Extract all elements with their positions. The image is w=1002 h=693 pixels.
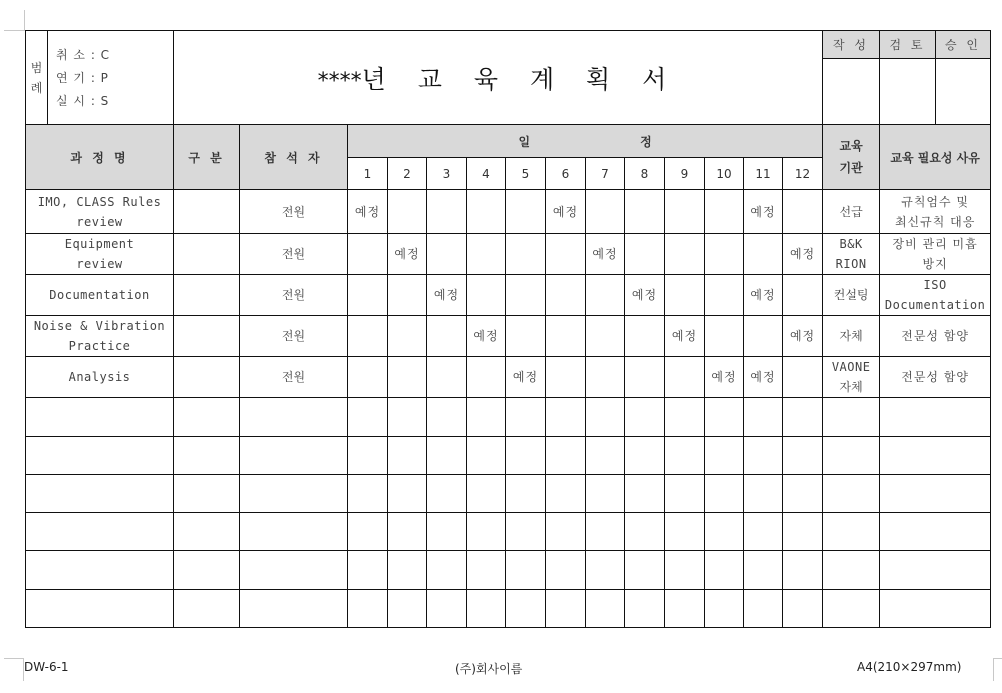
empty-cell[interactable] [348, 513, 388, 551]
header-category: 구 분 [174, 125, 240, 190]
empty-cell[interactable] [467, 475, 506, 513]
empty-cell[interactable] [823, 437, 880, 475]
cell-category[interactable] [174, 357, 240, 398]
empty-cell[interactable] [388, 398, 427, 437]
course-name-course-line2: Practice [68, 339, 131, 353]
empty-cell[interactable] [348, 475, 388, 513]
institution-institution-line1: B&K [839, 237, 863, 251]
page-corner-mark-bottom-right [993, 658, 1002, 681]
empty-cell[interactable] [506, 590, 546, 628]
cell-institution[interactable] [823, 234, 880, 275]
legend-item-cancel: 취 소 : C [56, 47, 111, 62]
header-month-10: 10 [705, 158, 744, 190]
cell-month-3[interactable]: 예정 [427, 275, 467, 316]
cell-month-12[interactable] [783, 357, 823, 398]
cell-reason[interactable] [880, 357, 991, 398]
empty-cell[interactable] [506, 551, 546, 590]
empty-cell[interactable] [665, 398, 705, 437]
empty-cell[interactable] [506, 475, 546, 513]
cell-month-8[interactable] [625, 190, 665, 234]
header-reason: 교육 필요성 사유 [880, 125, 991, 190]
empty-cell[interactable] [705, 475, 744, 513]
header-month-3: 3 [427, 158, 467, 190]
table-row [26, 190, 991, 234]
cell-month-4[interactable] [467, 357, 506, 398]
cell-month-9[interactable]: 예정 [665, 316, 705, 357]
empty-cell[interactable] [665, 437, 705, 475]
empty-cell[interactable] [427, 590, 467, 628]
cell-month-7[interactable] [586, 190, 625, 234]
institution-institution-line1: VAONE [831, 360, 871, 374]
table-row [26, 357, 991, 398]
header-institution [823, 125, 880, 190]
cell-month-2[interactable] [388, 316, 427, 357]
cell-attendees[interactable]: 전원 [240, 275, 348, 316]
header-schedule-right: 정 [640, 134, 652, 149]
empty-cell[interactable] [240, 475, 348, 513]
empty-cell[interactable] [467, 513, 506, 551]
title-year-placeholder: **** [317, 69, 362, 94]
cell-month-11[interactable]: 예정 [744, 275, 783, 316]
empty-cell[interactable] [880, 475, 991, 513]
cell-course-name[interactable] [26, 234, 174, 275]
empty-cell[interactable] [823, 551, 880, 590]
empty-cell[interactable] [586, 551, 625, 590]
cell-month-7[interactable]: 예정 [586, 234, 625, 275]
institution-institution-line1: 컨설팅 [833, 288, 869, 302]
cell-institution[interactable] [823, 316, 880, 357]
footer-company-name: (주)회사이름 [455, 662, 523, 676]
empty-cell[interactable] [783, 475, 823, 513]
header-month-8: 8 [625, 158, 665, 190]
empty-cell[interactable] [880, 513, 991, 551]
empty-cell[interactable] [174, 513, 240, 551]
empty-cell[interactable] [665, 551, 705, 590]
table-row [26, 275, 991, 316]
header-month-9: 9 [665, 158, 705, 190]
empty-cell[interactable] [586, 475, 625, 513]
empty-cell[interactable] [586, 513, 625, 551]
cell-reason[interactable] [880, 275, 991, 316]
header-course-name: 과 정 명 [26, 125, 174, 190]
course-name-course-line2: review [76, 257, 123, 271]
header-month-1: 1 [348, 158, 388, 190]
header-schedule-left: 일 [518, 134, 531, 149]
approval-sign-author[interactable] [823, 59, 880, 126]
empty-cell[interactable] [174, 475, 240, 513]
empty-cell[interactable] [705, 513, 744, 551]
legend-item-postpone: 연 기 : P [56, 70, 109, 85]
course-name-course-line2: review [76, 214, 123, 229]
empty-cell[interactable] [348, 437, 388, 475]
empty-cell[interactable] [783, 398, 823, 437]
cell-month-11[interactable]: 예정 [744, 190, 783, 234]
empty-cell[interactable] [240, 590, 348, 628]
page-corner-mark-top-left [4, 10, 25, 31]
course-name-course-line1: Analysis [68, 370, 131, 384]
cell-month-9[interactable] [665, 275, 705, 316]
cell-month-12[interactable] [783, 275, 823, 316]
empty-cell[interactable] [26, 437, 174, 475]
cell-month-1[interactable]: 예정 [348, 190, 388, 234]
cell-month-1[interactable] [348, 316, 388, 357]
cell-month-6[interactable] [546, 275, 586, 316]
cell-month-9[interactable] [665, 234, 705, 275]
empty-cell[interactable] [880, 398, 991, 437]
cell-month-4[interactable] [467, 275, 506, 316]
empty-cell[interactable] [665, 513, 705, 551]
cell-month-8[interactable] [625, 234, 665, 275]
header-month-12: 12 [783, 158, 823, 190]
table-row-empty [26, 398, 991, 437]
header-month-2: 2 [388, 158, 427, 190]
empty-cell[interactable] [880, 590, 991, 628]
cell-month-1[interactable] [348, 357, 388, 398]
empty-cell[interactable] [546, 437, 586, 475]
empty-cell[interactable] [665, 475, 705, 513]
empty-cell[interactable] [26, 475, 174, 513]
cell-month-12[interactable]: 예정 [783, 234, 823, 275]
cell-month-11[interactable] [744, 234, 783, 275]
institution-institution-line2: RION [835, 257, 867, 271]
cell-attendees[interactable]: 전원 [240, 190, 348, 234]
empty-cell[interactable] [427, 551, 467, 590]
reason-reason-line2: Documentation [884, 298, 986, 312]
empty-cell[interactable] [26, 551, 174, 590]
cell-month-11[interactable] [744, 316, 783, 357]
cell-month-6[interactable]: 예정 [546, 190, 586, 234]
empty-cell[interactable] [823, 513, 880, 551]
cell-month-6[interactable] [546, 357, 586, 398]
cell-reason[interactable] [880, 190, 991, 234]
empty-cell[interactable] [705, 590, 744, 628]
cell-course-name[interactable] [26, 316, 174, 357]
cell-month-9[interactable] [665, 357, 705, 398]
cell-month-5[interactable] [506, 275, 546, 316]
empty-cell[interactable] [625, 551, 665, 590]
table-row-empty [26, 513, 991, 551]
cell-month-4[interactable]: 예정 [467, 316, 506, 357]
approval-label-review: 검 토 [880, 31, 936, 59]
empty-cell[interactable] [240, 513, 348, 551]
cell-course-name[interactable] [26, 275, 174, 316]
approval-sign-approve[interactable] [936, 59, 991, 126]
cell-month-11[interactable]: 예정 [744, 357, 783, 398]
legend-item-conducted: 실 시 : S [56, 93, 110, 108]
cell-month-10[interactable] [705, 316, 744, 357]
cell-month-5[interactable] [506, 190, 546, 234]
course-name-course-line1: Equipment [64, 237, 135, 251]
empty-cell[interactable] [625, 398, 665, 437]
cell-month-12[interactable] [783, 190, 823, 234]
cell-month-7[interactable] [586, 316, 625, 357]
reason-reason-line1: 전문성 함양 [901, 370, 970, 384]
empty-cell[interactable] [348, 590, 388, 628]
reason-reason-line1: 규칙엄수 및 [901, 194, 970, 209]
cell-month-3[interactable] [427, 190, 467, 234]
cell-category[interactable] [174, 275, 240, 316]
cell-month-1[interactable] [348, 234, 388, 275]
header-attendees: 참 석 자 [240, 125, 348, 190]
empty-cell[interactable] [388, 551, 427, 590]
empty-cell[interactable] [348, 398, 388, 437]
empty-cell[interactable] [744, 551, 783, 590]
cell-month-8[interactable] [625, 316, 665, 357]
empty-cell[interactable] [240, 551, 348, 590]
empty-cell[interactable] [348, 551, 388, 590]
empty-cell[interactable] [625, 513, 665, 551]
empty-cell[interactable] [174, 437, 240, 475]
empty-cell[interactable] [546, 398, 586, 437]
page-title [174, 31, 823, 126]
empty-cell[interactable] [427, 437, 467, 475]
schedule-body [26, 190, 991, 628]
empty-cell[interactable] [506, 437, 546, 475]
empty-cell[interactable] [665, 590, 705, 628]
empty-cell[interactable] [744, 437, 783, 475]
course-name-course-line1: Documentation [49, 288, 150, 302]
table-row [26, 316, 991, 357]
cell-month-3[interactable] [427, 316, 467, 357]
header-month-6: 6 [546, 158, 586, 190]
empty-cell[interactable] [388, 475, 427, 513]
cell-month-6[interactable] [546, 234, 586, 275]
table-row-empty [26, 437, 991, 475]
cell-month-4[interactable] [467, 190, 506, 234]
cell-month-5[interactable]: 예정 [506, 357, 546, 398]
cell-reason[interactable] [880, 316, 991, 357]
empty-cell[interactable] [427, 513, 467, 551]
cell-month-5[interactable] [506, 234, 546, 275]
empty-cell[interactable] [586, 437, 625, 475]
cell-month-4[interactable] [467, 234, 506, 275]
cell-month-5[interactable] [506, 316, 546, 357]
empty-cell[interactable] [467, 437, 506, 475]
cell-month-2[interactable] [388, 190, 427, 234]
empty-cell[interactable] [880, 437, 991, 475]
empty-cell[interactable] [388, 590, 427, 628]
empty-cell[interactable] [705, 437, 744, 475]
empty-cell[interactable] [467, 551, 506, 590]
empty-cell[interactable] [783, 437, 823, 475]
approval-sign-review[interactable] [880, 59, 936, 126]
cell-course-name[interactable] [26, 357, 174, 398]
cell-month-9[interactable] [665, 190, 705, 234]
empty-cell[interactable] [783, 513, 823, 551]
cell-attendees[interactable]: 전원 [240, 316, 348, 357]
empty-cell[interactable] [427, 398, 467, 437]
empty-cell[interactable] [783, 551, 823, 590]
empty-cell[interactable] [546, 513, 586, 551]
title-text: 년 교 육 계 획 서 [361, 65, 679, 94]
empty-cell[interactable] [388, 437, 427, 475]
empty-cell[interactable] [240, 437, 348, 475]
empty-cell[interactable] [625, 475, 665, 513]
cell-month-2[interactable]: 예정 [388, 234, 427, 275]
cell-institution[interactable] [823, 357, 880, 398]
training-plan-form [25, 30, 990, 626]
empty-cell[interactable] [705, 398, 744, 437]
cell-month-7[interactable] [586, 357, 625, 398]
empty-cell[interactable] [506, 398, 546, 437]
approval-label-author: 작 성 [823, 31, 880, 59]
cell-month-12[interactable]: 예정 [783, 316, 823, 357]
cell-attendees[interactable]: 전원 [240, 357, 348, 398]
cell-month-7[interactable] [586, 275, 625, 316]
cell-month-10[interactable] [705, 234, 744, 275]
cell-month-2[interactable] [388, 275, 427, 316]
empty-cell[interactable] [174, 398, 240, 437]
course-name-course-line1: Noise & Vibration [33, 319, 166, 333]
empty-cell[interactable] [744, 590, 783, 628]
header-month-4: 4 [467, 158, 506, 190]
empty-cell[interactable] [783, 590, 823, 628]
empty-cell[interactable] [625, 590, 665, 628]
empty-cell[interactable] [388, 513, 427, 551]
reason-reason-line2: 최신규칙 대응 [894, 214, 976, 229]
course-name-course-line1: IMO, CLASS Rules [37, 194, 162, 209]
header-month-11: 11 [744, 158, 783, 190]
institution-institution-line1: 자체 [839, 329, 863, 343]
cell-attendees[interactable]: 전원 [240, 234, 348, 275]
legend-label-text: 범 례 [30, 61, 43, 95]
header-institution-line1: 교육 [839, 139, 863, 153]
cell-course-name[interactable] [26, 190, 174, 234]
empty-cell[interactable] [546, 551, 586, 590]
empty-cell[interactable] [546, 590, 586, 628]
empty-cell[interactable] [744, 475, 783, 513]
empty-cell[interactable] [625, 437, 665, 475]
empty-cell[interactable] [26, 513, 174, 551]
reason-reason-line1: 장비 관리 미흡 [892, 237, 978, 251]
cell-month-10[interactable]: 예정 [705, 357, 744, 398]
cell-reason[interactable] [880, 234, 991, 275]
empty-cell[interactable] [26, 590, 174, 628]
cell-category[interactable] [174, 190, 240, 234]
cell-category[interactable] [174, 234, 240, 275]
page-corner-mark-bottom-left [4, 658, 24, 681]
table-row-empty [26, 551, 991, 590]
empty-cell[interactable] [744, 513, 783, 551]
empty-cell[interactable] [744, 398, 783, 437]
empty-cell[interactable] [427, 475, 467, 513]
cell-institution[interactable] [823, 275, 880, 316]
cell-month-8[interactable] [625, 357, 665, 398]
empty-cell[interactable] [467, 398, 506, 437]
cell-month-10[interactable] [705, 190, 744, 234]
cell-month-3[interactable] [427, 357, 467, 398]
empty-cell[interactable] [506, 513, 546, 551]
institution-institution-line2: 자체 [839, 380, 863, 394]
header-schedule [348, 125, 823, 158]
empty-cell[interactable] [823, 475, 880, 513]
cell-month-3[interactable] [427, 234, 467, 275]
reason-reason-line2: 방지 [922, 257, 948, 271]
empty-cell[interactable] [880, 551, 991, 590]
footer-form-code: DW-6-1 [24, 660, 69, 674]
cell-month-6[interactable] [546, 316, 586, 357]
cell-month-2[interactable] [388, 357, 427, 398]
empty-cell[interactable] [26, 398, 174, 437]
empty-cell[interactable] [546, 475, 586, 513]
empty-cell[interactable] [823, 398, 880, 437]
institution-institution-line1: 선급 [839, 204, 863, 219]
form-header [25, 30, 991, 126]
cell-month-8[interactable]: 예정 [625, 275, 665, 316]
empty-cell[interactable] [586, 398, 625, 437]
cell-month-10[interactable] [705, 275, 744, 316]
empty-cell[interactable] [823, 590, 880, 628]
empty-cell[interactable] [174, 590, 240, 628]
approval-label-approve: 승 인 [936, 31, 991, 59]
empty-cell[interactable] [240, 398, 348, 437]
header-month-5: 5 [506, 158, 546, 190]
cell-institution[interactable] [823, 190, 880, 234]
training-schedule-table [25, 124, 991, 628]
table-row-empty [26, 590, 991, 628]
empty-cell[interactable] [705, 551, 744, 590]
cell-category[interactable] [174, 316, 240, 357]
empty-cell[interactable] [467, 590, 506, 628]
empty-cell[interactable] [174, 551, 240, 590]
reason-reason-line1: ISO [923, 278, 947, 292]
table-row-empty [26, 475, 991, 513]
legend-items [48, 31, 174, 126]
header-month-7: 7 [586, 158, 625, 190]
empty-cell[interactable] [586, 590, 625, 628]
legend-label [26, 31, 48, 126]
reason-reason-line1: 전문성 함양 [901, 329, 970, 343]
footer-paper-size: A4(210×297mm) [857, 660, 962, 674]
cell-month-1[interactable] [348, 275, 388, 316]
header-institution-line2: 기관 [839, 161, 863, 175]
table-row [26, 234, 991, 275]
